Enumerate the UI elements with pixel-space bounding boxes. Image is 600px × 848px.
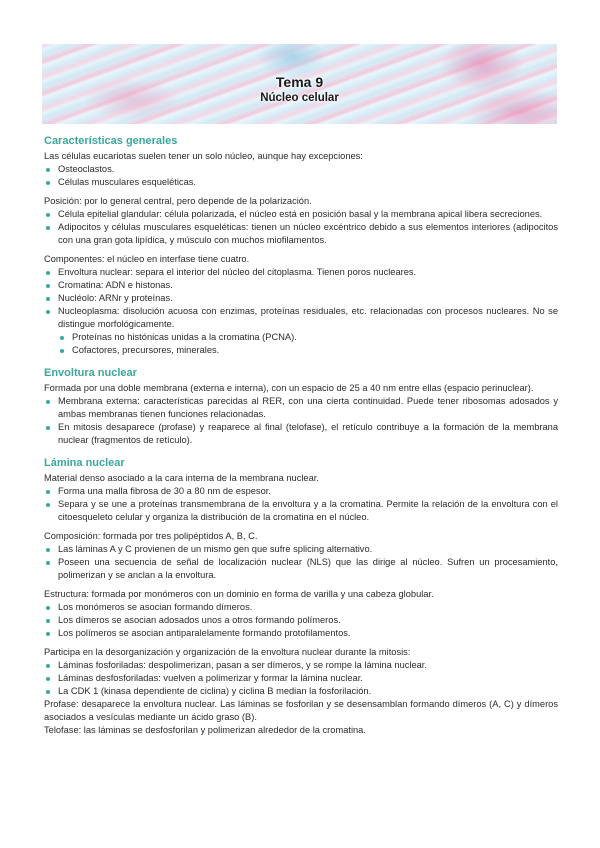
list-item: Célula epitelial glandular: célula polarizada, el núcleo está en posición basal y la membrana apical libera secreciones.: [44, 208, 558, 221]
list-item: Envoltura nuclear: separa el interior del núcleo del citoplasma. Tienen poros nucleares.: [44, 266, 558, 279]
bullet-list: [44, 543, 558, 582]
list-item: Proteínas no histónicas unidas a la cromatina (PCNA).: [44, 331, 558, 344]
list-item: Los polímeros se asocian antiparalelamente formando protofilamentos.: [44, 627, 558, 640]
list-item: Células musculares esqueléticas.: [44, 176, 558, 189]
list-item: Cofactores, precursores, minerales.: [44, 344, 558, 357]
paragraph: Composición: formada por tres polipéptidos A, B, C.: [44, 531, 258, 541]
list-item: Los monómeros se asocian formando dímeros.: [44, 601, 558, 614]
paragraph: Componentes: el núcleo en interfase tiene cuatro.: [44, 254, 250, 264]
paragraph: Posición: por lo general central, pero depende de la polarización.: [44, 196, 312, 206]
list-item: Nucleoplasma: disolución acuosa con enzimas, proteínas residuales, etc. relacionadas con procesos nucleares. No se distingue morfológicamente.: [44, 305, 558, 331]
banner-text: [42, 74, 557, 106]
bullet-list: [44, 266, 558, 331]
paragraph: Las células eucariotas suelen tener un solo núcleo, aunque hay excepciones:: [44, 151, 363, 161]
bullet-list: [44, 395, 558, 447]
document-body: [44, 134, 558, 737]
bullet-list: [44, 601, 558, 640]
bullet-list: [44, 163, 558, 189]
section-heading-envoltura: Envoltura nuclear: [44, 367, 137, 379]
list-item: Nucléolo: ARNr y proteínas.: [44, 292, 558, 305]
list-item: En mitosis desaparece (profase) y reaparece al final (telofase), el retículo contribuye a la formación de la membrana nuclear (fragmentos de retículo).: [44, 421, 558, 447]
list-item: Láminas desfosforiladas: vuelven a polimerizar y formar la lámina nuclear.: [44, 672, 558, 685]
header-banner: [42, 44, 557, 124]
list-item: Cromatina: ADN e histonas.: [44, 279, 558, 292]
bullet-list: [44, 485, 558, 524]
page-title: Tema 9: [275, 74, 324, 90]
sub-bullet-list: [44, 331, 558, 357]
paragraph: Participa en la desorganización y organización de la envoltura nuclear durante la mitosis:: [44, 647, 411, 657]
list-item: La CDK 1 (kinasa dependiente de ciclina) y ciclina B median la fosforilación.: [44, 685, 558, 698]
list-item: Láminas fosforiladas: despolimerizan, pasan a ser dímeros, y se rompe la lámina nuclear.: [44, 659, 558, 672]
paragraph: Telofase: las láminas se desfosforilan y polimerizan alrededor de la cromatina.: [44, 725, 366, 735]
list-item: Los dímeros se asocian adosados unos a otros formando polímeros.: [44, 614, 558, 627]
bullet-list: [44, 208, 558, 247]
list-item: Osteoclastos.: [44, 163, 558, 176]
paragraph: Formada por una doble membrana (externa e interna), con un espacio de 25 a 40 nm entre ellas (espacio perinuclear).: [44, 383, 534, 393]
page-subtitle: Núcleo celular: [260, 92, 339, 104]
list-item: Forma una malla fibrosa de 30 a 80 nm de espesor.: [44, 485, 558, 498]
section-heading-lamina: Lámina nuclear: [44, 457, 125, 469]
list-item: Poseen una secuencia de señal de localización nuclear (NLS) que las dirige al núcleo. Sufren un procesamiento, polimerizan y se anclan a la envoltura.: [44, 556, 558, 582]
list-item: Membrana externa: características parecidas al RER, con una cierta continuidad. Puede tener ribosomas adosados y ambas membranas tienen funciones relacionadas.: [44, 395, 558, 421]
list-item: Adipocitos y células musculares esqueléticas: tienen un núcleo excéntrico debido a sus elementos interiores (adipocitos con una gran gota lipídica, y músculo con muchos miofilamentos.: [44, 221, 558, 247]
paragraph: Profase: desaparece la envoltura nuclear. Las láminas se fosforilan y se desensamblan formando dímeros (A, C) y dímeros asociados a vesículas mediante un ácido graso (B).: [44, 699, 558, 722]
list-item: Separa y se une a proteínas transmembrana de la envoltura y a la cromatina. Permite la relación de la envoltura con el citoesqueleto celular y organiza la distribución de la cromatina en el núcleo.: [44, 498, 558, 524]
paragraph: Material denso asociado a la cara interna de la membrana nuclear.: [44, 473, 319, 483]
bullet-list: [44, 659, 558, 698]
paragraph: Estructura: formada por monómeros con un dominio en forma de varilla y una cabeza globular.: [44, 589, 434, 599]
section-heading-caracteristicas: Características generales: [44, 135, 178, 147]
list-item: Las láminas A y C provienen de un mismo gen que sufre splicing alternativo.: [44, 543, 558, 556]
